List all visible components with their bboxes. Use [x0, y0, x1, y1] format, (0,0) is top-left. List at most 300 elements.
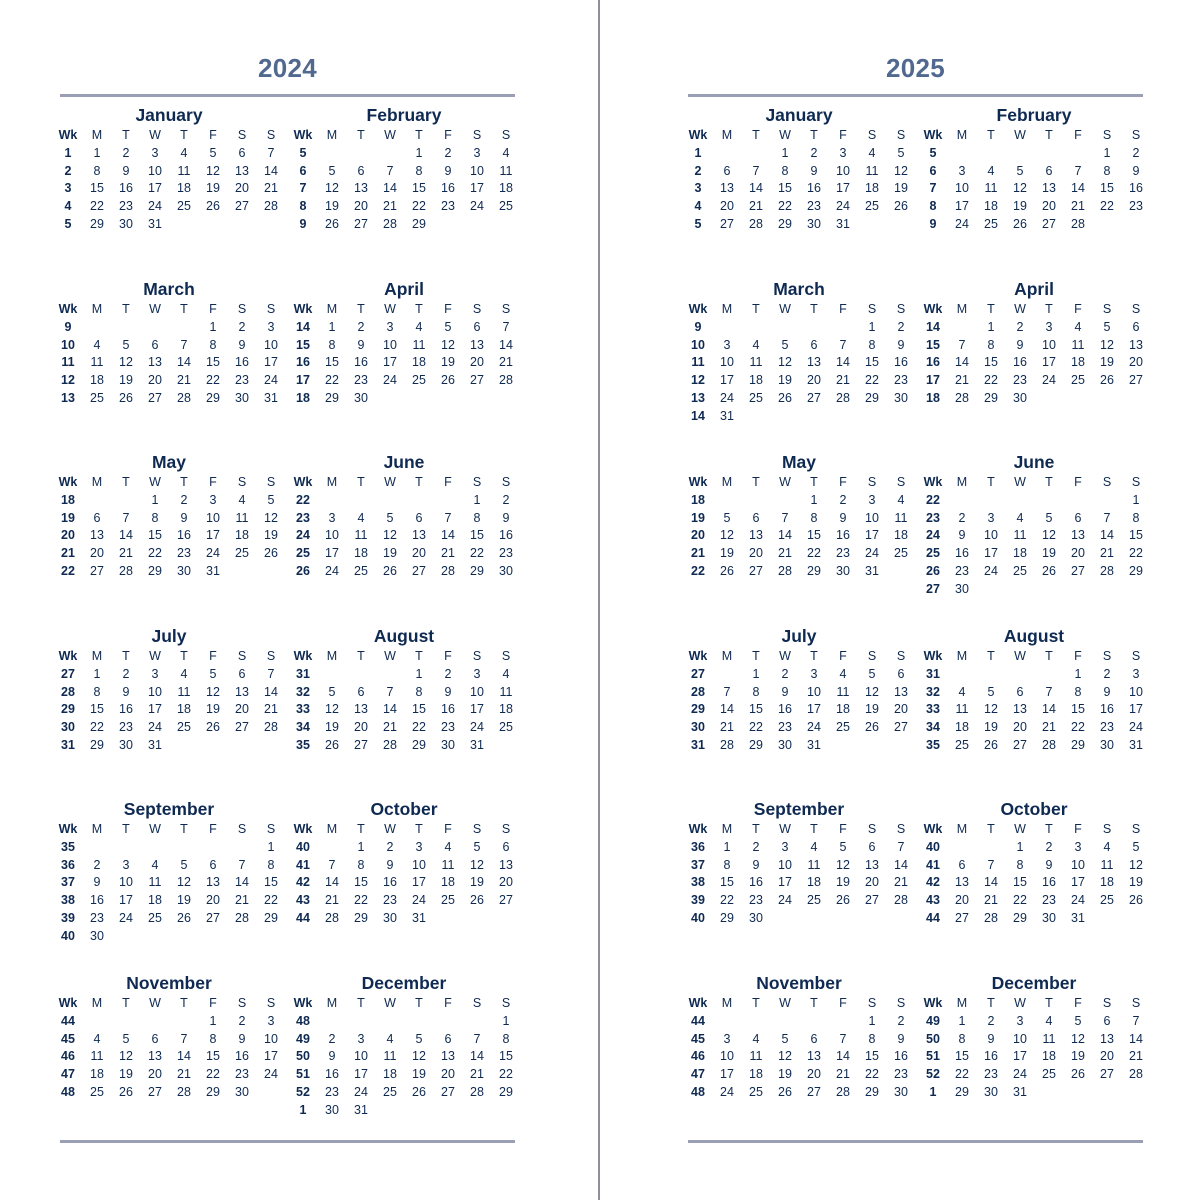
- weekday-header: F: [209, 302, 217, 316]
- day-cell: 9: [444, 163, 452, 178]
- day-cell: 14: [836, 355, 850, 370]
- day-cell: 7: [1045, 684, 1053, 699]
- day-cell: 3: [1132, 666, 1140, 681]
- week-row: [688, 491, 918, 509]
- day-cell: 17: [470, 181, 484, 196]
- day-cell: 15: [90, 702, 104, 717]
- day-cell: 14: [383, 181, 397, 196]
- weekday-header-row: [688, 994, 918, 1012]
- day-cell: 4: [357, 510, 365, 525]
- day-cell: 13: [807, 355, 821, 370]
- day-cell: 25: [499, 720, 513, 735]
- weekday-header: S: [237, 475, 247, 489]
- day-cell: 8: [209, 337, 217, 352]
- day-cell: 6: [897, 666, 905, 681]
- week-row: [688, 1047, 918, 1065]
- week-row: [688, 544, 918, 562]
- weekday-header: W: [384, 649, 396, 663]
- week-row: [688, 562, 918, 580]
- day-cell: 29: [865, 1085, 879, 1099]
- day-cell: 4: [958, 684, 966, 699]
- day-cell: 16: [235, 355, 249, 370]
- day-cell: 3: [723, 337, 731, 352]
- day-cell: 13: [354, 702, 368, 717]
- weekday-header: T: [752, 996, 760, 1010]
- week-row: [923, 491, 1153, 509]
- day-cell: 3: [958, 163, 966, 178]
- weekday-header: M: [91, 302, 103, 316]
- day-cell: 13: [1100, 1031, 1114, 1046]
- day-cell: 26: [778, 1085, 792, 1099]
- day-cell: 13: [749, 528, 763, 543]
- day-cell: 8: [781, 163, 789, 178]
- day-cell: 21: [264, 702, 278, 717]
- week-number: 32: [926, 684, 940, 699]
- day-cell: 19: [1129, 875, 1143, 890]
- weekday-header: W: [779, 822, 791, 836]
- day-cell: 4: [415, 319, 423, 334]
- day-cell: 3: [810, 666, 818, 681]
- week-row: [293, 197, 523, 215]
- day-cell: 14: [1042, 702, 1056, 717]
- day-cell: 13: [206, 875, 220, 890]
- day-cell: 9: [122, 163, 130, 178]
- day-cell: 9: [328, 1049, 336, 1064]
- weekday-header: T: [415, 302, 423, 316]
- day-cell: 17: [325, 546, 339, 561]
- month-title: May: [781, 452, 817, 472]
- week-row: [58, 927, 288, 945]
- day-cell: 13: [1013, 702, 1027, 717]
- weekday-header: F: [209, 822, 217, 836]
- day-cell: 20: [1071, 546, 1085, 561]
- day-cell: 10: [206, 510, 220, 525]
- week-number: 33: [926, 702, 940, 717]
- week-number: 13: [61, 391, 75, 405]
- week-row: [688, 162, 918, 180]
- day-cell: 20: [807, 373, 821, 388]
- weekday-header: M: [721, 996, 733, 1010]
- day-cell: 11: [177, 163, 191, 178]
- week-row: [688, 407, 918, 425]
- day-cell: 12: [1013, 181, 1027, 196]
- day-cell: 6: [357, 684, 365, 699]
- day-cell: 17: [470, 702, 484, 717]
- weekday-header: T: [810, 996, 818, 1010]
- day-cell: 16: [984, 1049, 998, 1064]
- weekday-header: S: [266, 128, 276, 142]
- day-cell: 3: [868, 492, 876, 507]
- month-title: February: [366, 105, 442, 125]
- week-row: [58, 197, 288, 215]
- week-row: [688, 891, 918, 909]
- weekday-header: F: [209, 649, 217, 663]
- weekday-header: W: [149, 996, 161, 1010]
- weekday-header: T: [987, 649, 995, 663]
- day-cell: 15: [206, 355, 220, 370]
- month-title: December: [361, 973, 447, 993]
- day-cell: 21: [499, 355, 513, 370]
- day-cell: 22: [412, 720, 426, 735]
- day-cell: 25: [836, 720, 850, 735]
- day-cell: 26: [264, 546, 278, 561]
- day-cell: 1: [267, 839, 275, 854]
- day-cell: 18: [235, 528, 249, 543]
- bottom-rule: [60, 1140, 515, 1143]
- weekday-header: F: [444, 128, 452, 142]
- day-cell: 8: [868, 337, 876, 352]
- day-cell: 19: [1042, 546, 1056, 561]
- day-cell: 17: [1013, 1049, 1027, 1064]
- day-cell: 1: [958, 1013, 966, 1028]
- day-cell: 19: [325, 199, 339, 214]
- week-row: [688, 1030, 918, 1048]
- day-cell: 15: [984, 355, 998, 370]
- day-cell: 28: [264, 720, 278, 735]
- week-row: [293, 909, 523, 927]
- day-cell: 17: [1042, 355, 1056, 370]
- week-number: 11: [691, 355, 705, 370]
- day-cell: 26: [470, 893, 484, 908]
- day-cell: 31: [865, 564, 879, 578]
- week-number: 39: [691, 893, 705, 908]
- day-cell: 1: [723, 839, 731, 854]
- day-cell: 21: [235, 893, 249, 908]
- day-cell: 7: [267, 666, 275, 681]
- day-cell: 29: [206, 391, 220, 405]
- day-cell: 15: [325, 355, 339, 370]
- weekday-header: S: [237, 996, 247, 1010]
- day-cell: 21: [383, 199, 397, 214]
- week-number: 30: [61, 720, 75, 735]
- week-row: [923, 371, 1153, 389]
- day-cell: 18: [1042, 1049, 1056, 1064]
- day-cell: 21: [1129, 1049, 1143, 1064]
- weekday-header: S: [1131, 302, 1141, 316]
- day-cell: 26: [412, 1085, 426, 1099]
- weekday-header: S: [501, 822, 511, 836]
- day-cell: 18: [1013, 546, 1027, 561]
- weekday-header: F: [209, 475, 217, 489]
- day-cell: 28: [177, 391, 191, 405]
- day-cell: 30: [955, 581, 969, 596]
- day-cell: 20: [470, 355, 484, 370]
- week-number: 35: [926, 738, 940, 752]
- week-row: [923, 700, 1153, 718]
- day-cell: 27: [235, 720, 249, 735]
- day-cell: 6: [1045, 163, 1053, 178]
- week-row: [58, 683, 288, 701]
- day-cell: 28: [1100, 564, 1114, 578]
- weekday-header: S: [472, 996, 482, 1010]
- day-cell: 15: [1100, 181, 1114, 196]
- day-cell: 25: [412, 373, 426, 388]
- day-cell: 24: [984, 564, 998, 578]
- bottom-rule: [688, 1140, 1143, 1143]
- day-cell: 25: [749, 391, 763, 405]
- weekday-header: S: [501, 302, 511, 316]
- day-cell: 19: [119, 373, 133, 388]
- weekday-header: S: [472, 302, 482, 316]
- week-number: 15: [296, 337, 310, 352]
- weekday-header: S: [1102, 649, 1112, 663]
- weekday-header: W: [149, 302, 161, 316]
- day-cell: 7: [897, 839, 905, 854]
- week-row: [923, 838, 1153, 856]
- day-cell: 24: [807, 720, 821, 735]
- day-cell: 28: [955, 391, 969, 405]
- day-cell: 7: [723, 684, 731, 699]
- day-cell: 21: [325, 893, 339, 908]
- week-number: 21: [691, 546, 705, 561]
- day-cell: 21: [264, 181, 278, 196]
- weekday-header: T: [415, 996, 423, 1010]
- month-title: March: [773, 279, 825, 299]
- week-row: [688, 371, 918, 389]
- day-cell: 29: [325, 391, 339, 405]
- day-cell: 10: [865, 510, 879, 525]
- day-cell: 31: [412, 911, 426, 925]
- day-cell: 7: [781, 510, 789, 525]
- month-title: December: [991, 973, 1077, 993]
- day-cell: 13: [1071, 528, 1085, 543]
- day-cell: 12: [778, 355, 792, 370]
- day-cell: 24: [119, 911, 133, 925]
- day-cell: 1: [810, 492, 818, 507]
- weekday-header: W: [779, 128, 791, 142]
- day-cell: 26: [1071, 1067, 1085, 1082]
- weekday-header: S: [237, 649, 247, 663]
- day-cell: 26: [325, 738, 339, 752]
- week-number-header: Wk: [58, 822, 78, 836]
- day-cell: 6: [238, 666, 246, 681]
- weekday-header: W: [149, 128, 161, 142]
- day-cell: 4: [752, 337, 760, 352]
- weekday-header: F: [444, 822, 452, 836]
- week-number: 45: [691, 1031, 705, 1046]
- day-cell: 24: [470, 720, 484, 735]
- week-number: 18: [691, 492, 705, 507]
- week-number-header: Wk: [923, 302, 943, 316]
- weekday-header: T: [987, 128, 995, 142]
- day-cell: 6: [1016, 684, 1024, 699]
- day-cell: 10: [119, 875, 133, 890]
- day-cell: 23: [235, 373, 249, 388]
- week-number: 50: [926, 1031, 940, 1046]
- day-cell: 22: [206, 1067, 220, 1082]
- day-cell: 19: [206, 181, 220, 196]
- week-row: [923, 526, 1153, 544]
- day-cell: 14: [955, 355, 969, 370]
- month-title: June: [1013, 452, 1055, 472]
- day-cell: 7: [1074, 163, 1082, 178]
- day-cell: 8: [151, 510, 159, 525]
- day-cell: 15: [1129, 528, 1143, 543]
- day-cell: 31: [206, 564, 220, 578]
- week-row: [58, 162, 288, 180]
- week-row: [688, 909, 918, 927]
- weekday-header: W: [1014, 822, 1026, 836]
- day-cell: 7: [987, 857, 995, 872]
- week-row: [58, 856, 288, 874]
- month-title: September: [123, 799, 215, 819]
- week-row: [293, 562, 523, 580]
- weekday-header-row: [293, 473, 523, 491]
- day-cell: 28: [894, 893, 908, 908]
- week-row: [688, 1083, 918, 1101]
- weekday-header-row: [688, 820, 918, 838]
- week-row: [688, 197, 918, 215]
- day-cell: 12: [836, 857, 850, 872]
- week-number: 23: [926, 510, 940, 525]
- week-row: [688, 144, 918, 162]
- day-cell: 10: [1013, 1031, 1027, 1046]
- week-number: 40: [926, 839, 940, 854]
- day-cell: 20: [354, 199, 368, 214]
- day-cell: 8: [1103, 163, 1111, 178]
- week-row: [58, 700, 288, 718]
- weekday-header: S: [266, 822, 276, 836]
- day-cell: 10: [470, 684, 484, 699]
- day-cell: 14: [264, 684, 278, 699]
- day-cell: 11: [894, 510, 908, 525]
- week-row: [923, 197, 1153, 215]
- day-cell: 23: [119, 199, 133, 214]
- day-cell: 22: [325, 373, 339, 388]
- weekday-header: M: [326, 475, 338, 489]
- day-cell: 3: [209, 492, 217, 507]
- day-cell: 24: [1071, 893, 1085, 908]
- weekday-header: T: [752, 302, 760, 316]
- weekday-header: M: [956, 996, 968, 1010]
- day-cell: 17: [148, 181, 162, 196]
- week-number: 37: [691, 857, 705, 872]
- day-cell: 29: [1071, 738, 1085, 752]
- week-number: 22: [61, 564, 75, 578]
- day-cell: 10: [264, 1031, 278, 1046]
- day-cell: 20: [720, 199, 734, 214]
- week-row: [688, 838, 918, 856]
- week-row: [58, 718, 288, 736]
- weekday-header: W: [1014, 128, 1026, 142]
- week-number: 28: [691, 684, 705, 699]
- week-number: 18: [926, 391, 940, 405]
- day-cell: 17: [264, 355, 278, 370]
- day-cell: 18: [148, 893, 162, 908]
- day-cell: 25: [1100, 893, 1114, 908]
- week-row: [293, 1083, 523, 1101]
- weekday-header: T: [1045, 475, 1053, 489]
- day-cell: 16: [1013, 355, 1027, 370]
- day-cell: 21: [984, 893, 998, 908]
- day-cell: 4: [444, 839, 452, 854]
- day-cell: 19: [177, 893, 191, 908]
- week-row: [58, 144, 288, 162]
- day-cell: 12: [470, 857, 484, 872]
- week-row: [293, 736, 523, 754]
- day-cell: 23: [177, 546, 191, 561]
- weekday-header: S: [237, 302, 247, 316]
- day-cell: 14: [894, 857, 908, 872]
- weekday-header: T: [357, 649, 365, 663]
- week-number-header: Wk: [923, 996, 943, 1010]
- day-cell: 25: [984, 217, 998, 231]
- day-cell: 19: [836, 875, 850, 890]
- week-number: 4: [64, 199, 72, 214]
- day-cell: 29: [499, 1085, 513, 1099]
- day-cell: 26: [1129, 893, 1143, 908]
- day-cell: 30: [499, 564, 513, 578]
- day-cell: 1: [781, 145, 789, 160]
- week-row: [923, 580, 1153, 598]
- day-cell: 8: [357, 857, 365, 872]
- weekday-header: F: [444, 475, 452, 489]
- week-row: [923, 1030, 1153, 1048]
- day-cell: 30: [354, 391, 368, 405]
- day-cell: 6: [444, 1031, 452, 1046]
- day-cell: 1: [1074, 666, 1082, 681]
- day-cell: 30: [119, 738, 133, 752]
- week-number: 48: [61, 1085, 75, 1099]
- day-cell: 28: [441, 564, 455, 578]
- day-cell: 30: [119, 217, 133, 231]
- day-cell: 14: [441, 528, 455, 543]
- day-cell: 14: [325, 875, 339, 890]
- day-cell: 28: [235, 911, 249, 925]
- day-cell: 1: [93, 145, 101, 160]
- weekday-header: T: [810, 128, 818, 142]
- day-cell: 25: [177, 199, 191, 214]
- week-number: 9: [694, 319, 702, 334]
- day-cell: 8: [1074, 684, 1082, 699]
- day-cell: 25: [90, 391, 104, 405]
- day-cell: 11: [749, 1049, 763, 1064]
- day-cell: 13: [148, 1049, 162, 1064]
- week-row: [58, 491, 288, 509]
- week-number: 11: [61, 355, 75, 370]
- day-cell: 22: [1100, 199, 1114, 214]
- day-cell: 29: [778, 217, 792, 231]
- day-cell: 20: [1100, 1049, 1114, 1064]
- day-cell: 19: [412, 1067, 426, 1082]
- day-cell: 23: [90, 911, 104, 925]
- weekday-header-row: [293, 126, 523, 144]
- week-number: 27: [691, 666, 705, 681]
- day-cell: 20: [412, 546, 426, 561]
- day-cell: 9: [752, 857, 760, 872]
- day-cell: 13: [894, 684, 908, 699]
- day-cell: 25: [1042, 1067, 1056, 1082]
- day-cell: 2: [1103, 666, 1111, 681]
- week-row: [923, 683, 1153, 701]
- day-cell: 24: [148, 199, 162, 214]
- day-cell: 20: [807, 1067, 821, 1082]
- day-cell: 22: [1071, 720, 1085, 735]
- weekday-header: T: [415, 822, 423, 836]
- day-cell: 11: [865, 163, 879, 178]
- week-row: [293, 509, 523, 527]
- day-cell: 31: [1129, 738, 1143, 752]
- day-cell: 31: [264, 391, 278, 405]
- weekday-header: M: [91, 649, 103, 663]
- week-row: [293, 683, 523, 701]
- week-number: 23: [296, 510, 310, 525]
- day-cell: 4: [868, 145, 876, 160]
- day-cell: 18: [955, 720, 969, 735]
- day-cell: 27: [354, 217, 368, 231]
- day-cell: 21: [177, 1067, 191, 1082]
- day-cell: 9: [238, 1031, 246, 1046]
